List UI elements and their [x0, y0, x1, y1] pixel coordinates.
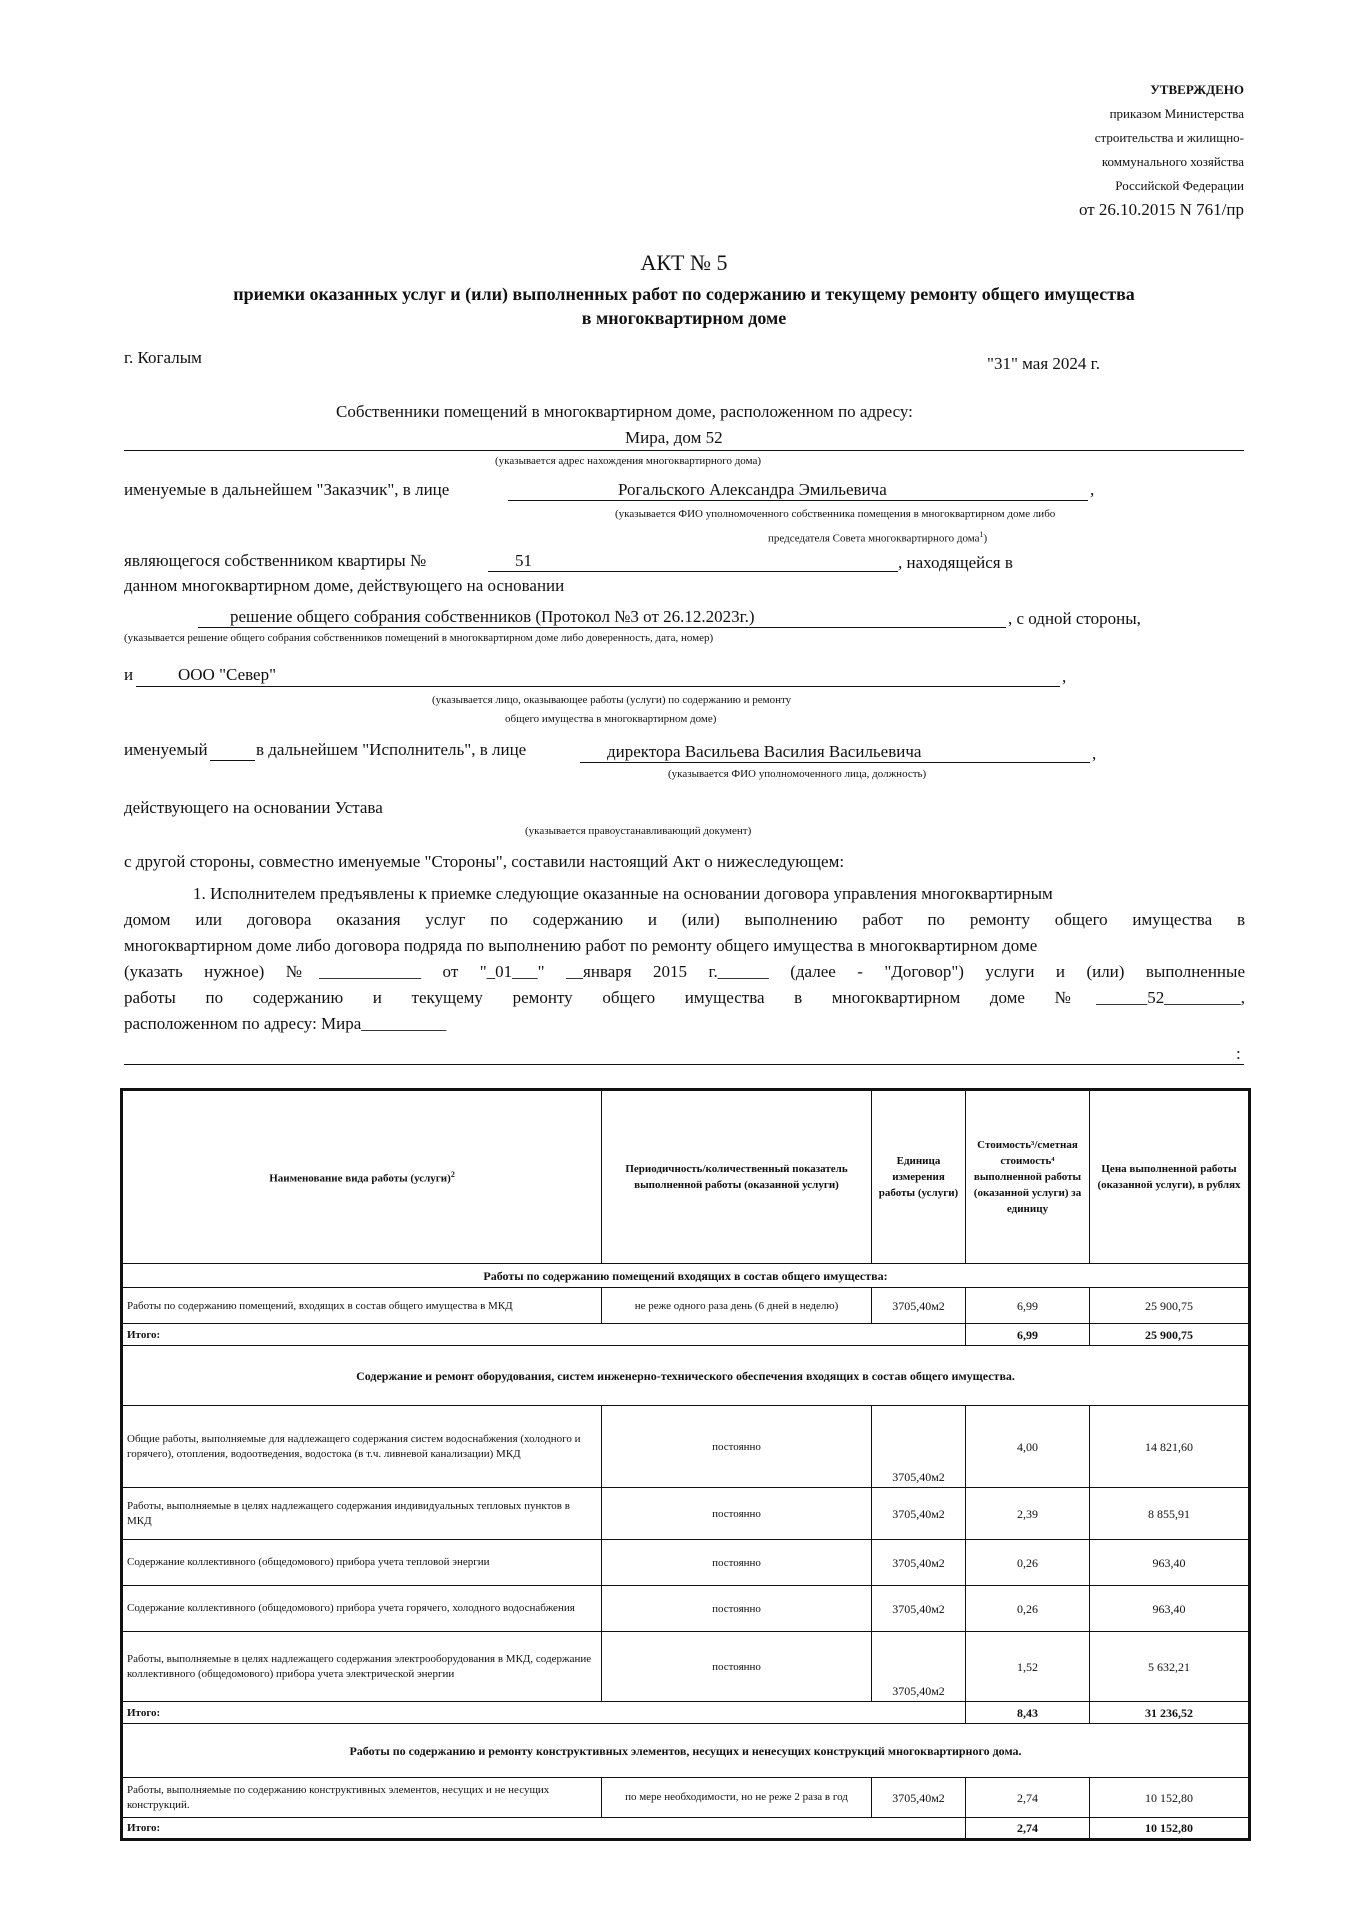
owner-prefix: являющегося собственником квартиры №	[124, 551, 427, 570]
cell-period: постоянно	[602, 1586, 872, 1632]
cell-cost: 6,99	[966, 1288, 1090, 1324]
header-unit: Единица измерения работы (услуги)	[872, 1090, 966, 1264]
section-row	[122, 1264, 1250, 1288]
act-title-line2: в многоквартирном доме	[581, 308, 787, 328]
total-label: Итого:	[122, 1324, 966, 1346]
director-name: директора Васильева Василия Васильевича	[607, 742, 922, 761]
cell-name: Содержание коллективного (общедомового) прибора учета тепловой энергии	[122, 1540, 602, 1586]
act-date: "31" мая 2024 г.	[987, 354, 1100, 373]
cell-period: постоянно	[602, 1406, 872, 1488]
contractor-name: ООО "Север"	[178, 665, 277, 684]
cell-unit: 3705,40м2	[872, 1778, 966, 1818]
cell-period: по мере необходимости, но не реже 2 раза в год	[602, 1778, 872, 1818]
total-cost: 6,99	[966, 1324, 1090, 1346]
cell-unit: 3705,40м2	[872, 1540, 966, 1586]
basis-hint: (указывается решение общего собрания собственников помещений в многоквартирном доме либо доверенность, дата, номер)	[124, 632, 714, 644]
cell-name: Работы по содержанию помещений, входящих в состав общего имущества в МКД	[122, 1288, 602, 1324]
cell-name: Работы, выполняемые в целях надлежащего содержания электрооборудования в МКД, содержание коллективного (общедомового) прибора учета электрической энергии	[122, 1632, 602, 1702]
approval-block	[1079, 78, 1244, 222]
header-price: Цена выполненной работы (оказанной услуги), в рублях	[1090, 1090, 1250, 1264]
contractor-hint1: (указывается лицо, оказывающее работы (услуги) по содержанию и ремонту	[432, 694, 792, 706]
cell-period: постоянно	[602, 1540, 872, 1586]
contractor-line	[136, 686, 1060, 687]
cell-price: 10 152,80	[1090, 1778, 1250, 1818]
approval-line: строительства и жилищно-	[1094, 130, 1244, 145]
table-row	[122, 1288, 1250, 1324]
cell-name: Работы, выполняемые по содержанию конструктивных элементов, несущих и не несущих конструкций.	[122, 1778, 602, 1818]
act-title-line1: приемки оказанных услуг и (или) выполненных работ по содержанию и текущему ремонту общего имущества	[233, 284, 1135, 304]
p1-line6: расположенном по адресу: Мира__________	[124, 1014, 447, 1033]
total-row	[122, 1702, 1250, 1724]
cell-price: 25 900,75	[1090, 1288, 1250, 1324]
table-header-row	[122, 1090, 1250, 1264]
p1-line2: домом или договора оказания услуг по содержанию и (или) выполнению работ по ремонту общего имущества в	[124, 910, 1245, 929]
customer-line	[508, 500, 1088, 501]
acting-hint: (указывается правоустанавливающий документ)	[525, 825, 752, 837]
and-prefix: и	[124, 665, 134, 684]
table-row	[122, 1632, 1250, 1702]
cell-unit: 3705,40м2	[872, 1632, 966, 1702]
total-row	[122, 1324, 1250, 1346]
header-cost: Стоимость³/сметная стоимость⁴ выполненной работы (оказанной услуги) за единицу	[966, 1090, 1090, 1264]
cell-unit: 3705,40м2	[872, 1288, 966, 1324]
cell-unit: 3705,40м2	[872, 1586, 966, 1632]
named-blank	[210, 760, 255, 761]
named-prefix: именуемый	[124, 740, 208, 759]
table-row	[122, 1778, 1250, 1818]
address-full-line	[124, 1064, 1244, 1065]
city: г. Когалым	[124, 348, 202, 367]
total-price: 31 236,52	[1090, 1702, 1250, 1724]
cell-price: 8 855,91	[1090, 1488, 1250, 1540]
customer-prefix: именуемые в дальнейшем "Заказчик", в лице	[124, 480, 450, 499]
address-line	[124, 450, 1244, 451]
section-row	[122, 1346, 1250, 1406]
acting-basis: действующего на основании Устава	[124, 798, 383, 817]
cell-cost: 0,26	[966, 1540, 1090, 1586]
works-table	[120, 1088, 1251, 1841]
cell-period: не реже одного раза день (6 дней в неделю)	[602, 1288, 872, 1324]
header-name: Наименование вида работы (услуги)$^2$	[122, 1090, 602, 1264]
contractor-hint2: общего имущества в многоквартирном доме)	[505, 713, 717, 725]
cell-price: 14 821,60	[1090, 1406, 1250, 1488]
approval-line: приказом Министерства	[1109, 106, 1244, 121]
table-row	[122, 1586, 1250, 1632]
basis-suffix: , с одной стороны,	[1008, 609, 1141, 628]
total-label: Итого:	[122, 1818, 966, 1840]
apartment-number: 51	[515, 551, 532, 570]
total-cost: 8,43	[966, 1702, 1090, 1724]
total-cost: 2,74	[966, 1818, 1090, 1840]
basis-value: решение общего собрания собственников (Протокол №3 от 26.12.2023г.)	[230, 607, 755, 626]
total-row	[122, 1818, 1250, 1840]
approval-line: Российской Федерации	[1115, 178, 1244, 193]
cell-price: 963,40	[1090, 1586, 1250, 1632]
p1-line4: (указать нужное) №____________ от "_01___" __января 2015 г.______ (далее - "Договор") услуги и (или) выполненные	[124, 962, 1245, 981]
customer-name: Рогальского Александра Эмильевича	[618, 480, 887, 499]
section-title: Работы по содержанию помещений входящих в состав общего имущества:	[122, 1264, 1250, 1288]
cell-name: Работы, выполняемые в целях надлежащего содержания индивидуальных тепловых пунктов в МКД	[122, 1488, 602, 1540]
cell-price: 963,40	[1090, 1540, 1250, 1586]
cell-cost: 2,74	[966, 1778, 1090, 1818]
cell-period: постоянно	[602, 1488, 872, 1540]
owner-line2: данном многоквартирном доме, действующего на основании	[124, 576, 565, 595]
total-price: 25 900,75	[1090, 1324, 1250, 1346]
cell-unit: 3705,40м2	[872, 1406, 966, 1488]
cell-unit: 3705,40м2	[872, 1488, 966, 1540]
header-periodicity: Периодичность/количественный показатель выполненной работы (оказанной услуги)	[602, 1090, 872, 1264]
table-row	[122, 1406, 1250, 1488]
apartment-line	[488, 571, 898, 572]
parties-sentence: с другой стороны, совместно именуемые "Стороны", составили настоящий Акт о нижеследующем:	[124, 852, 845, 871]
cell-cost: 0,26	[966, 1586, 1090, 1632]
total-price: 10 152,80	[1090, 1818, 1250, 1840]
approval-line: от 26.10.2015 N 761/пр	[1078, 200, 1244, 219]
customer-hint2: председателя Совета многоквартирного дома$^1$)	[768, 530, 988, 545]
approval-line: коммунального хозяйства	[1101, 154, 1244, 169]
p1-line3: многоквартирном доме либо договора подряда по выполнению работ по ремонту общего имущества в многоквартирном доме	[124, 936, 1038, 955]
cell-name: Общие работы, выполняемые для надлежащего содержания систем водоснабжения (холодного и горячего), отопления, водоотведения, водостока (в т.ч. ливневой канализации) МКД	[122, 1406, 602, 1488]
section-title: Работы по содержанию и ремонту конструктивных элементов, несущих и ненесущих конструкций многоквартирного дома.	[122, 1724, 1250, 1778]
cell-name: Содержание коллективного (общедомового) прибора учета горячего, холодного водоснабжения	[122, 1586, 602, 1632]
section-title: Содержание и ремонт оборудования, систем инженерно-технического обеспечения входящих в состав общего имущества.	[122, 1346, 1250, 1406]
customer-hint: (указывается ФИО уполномоченного собственника помещения в многоквартирном доме либо	[615, 508, 1056, 520]
owner-suffix: , находящейся в	[898, 553, 1013, 572]
table-row	[122, 1488, 1250, 1540]
cell-cost: 1,52	[966, 1632, 1090, 1702]
act-number: АКТ № 5	[640, 250, 728, 275]
cell-cost: 2,39	[966, 1488, 1090, 1540]
basis-line	[198, 627, 1006, 628]
named-mid: в дальнейшем "Исполнитель", в лице	[256, 740, 527, 759]
total-label: Итого:	[122, 1702, 966, 1724]
director-hint: (указывается ФИО уполномоченного лица, должность)	[668, 768, 927, 780]
owners-intro: Собственники помещений в многоквартирном доме, расположенном по адресу:	[336, 402, 913, 421]
director-line	[580, 762, 1090, 763]
address-hint: (указывается адрес нахождения многоквартирного дома)	[495, 455, 762, 467]
table-row	[122, 1540, 1250, 1586]
cell-price: 5 632,21	[1090, 1632, 1250, 1702]
approval-line: УТВЕРЖДЕНО	[1150, 82, 1244, 97]
section-row	[122, 1724, 1250, 1778]
p1-line1: 1. Исполнителем предъявлены к приемке следующие оказанные на основании договора управления многоквартирным	[193, 884, 1053, 903]
cell-cost: 4,00	[966, 1406, 1090, 1488]
p1-line5: работы по содержанию и текущему ремонту общего имущества в многоквартирном доме №______52_________,	[124, 988, 1245, 1007]
address-value: Мира, дом 52	[625, 428, 723, 447]
cell-period: постоянно	[602, 1632, 872, 1702]
